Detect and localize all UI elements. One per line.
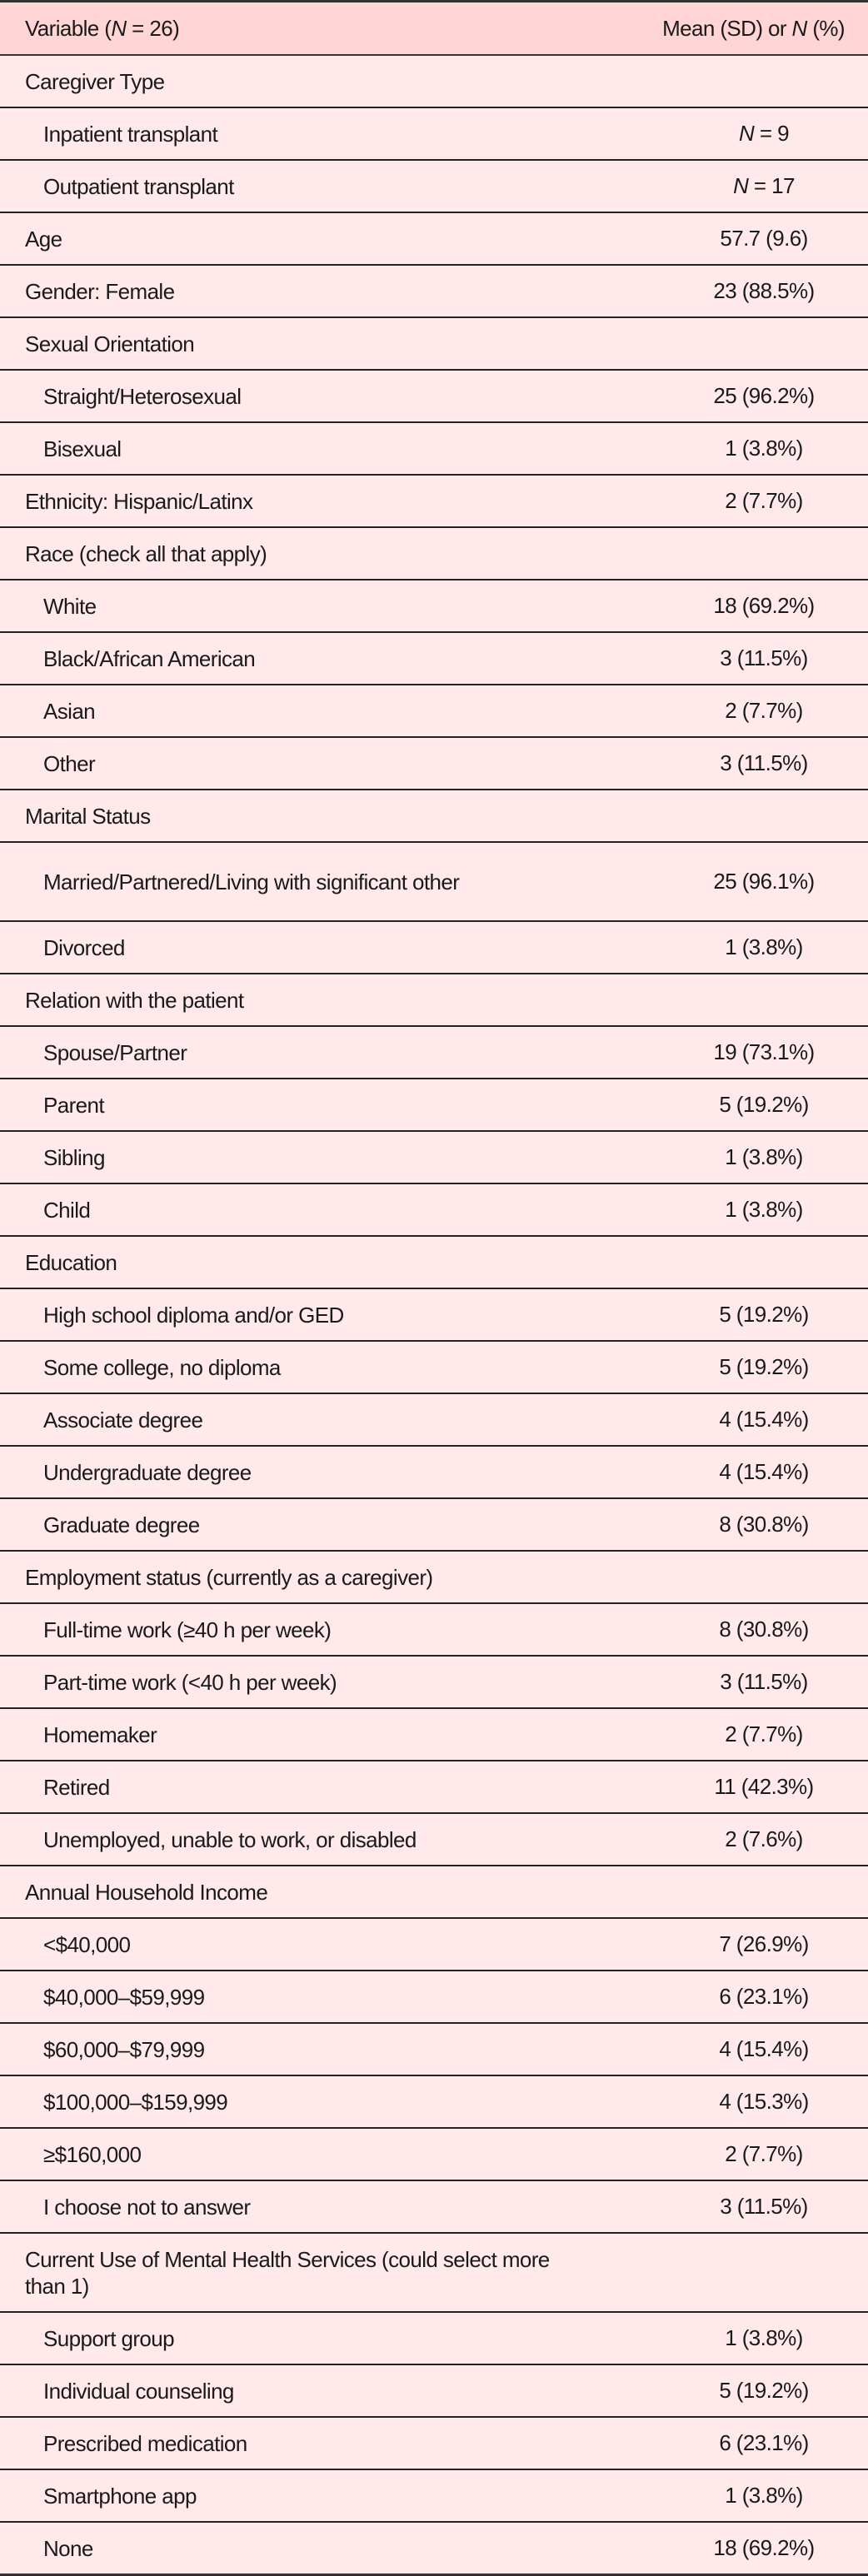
table-row — [0, 107, 868, 160]
table-row — [0, 2522, 868, 2575]
row-value: 18 (69.2%) — [713, 593, 815, 618]
table-row — [0, 1971, 868, 2023]
row-label: Child — [43, 1197, 91, 1223]
table-row — [0, 1866, 868, 1918]
row-label: Ethnicity: Hispanic/Latinx — [25, 488, 253, 514]
row-value: 4 (15.4%) — [719, 2036, 809, 2061]
row-value: 3 (11.5%) — [720, 2194, 808, 2219]
row-value: 7 (26.9%) — [719, 1931, 809, 1956]
row-value: 3 (11.5%) — [720, 750, 808, 775]
row-label: Spouse/Partner — [43, 1039, 187, 1065]
row-label: Support group — [43, 2325, 174, 2351]
row-label: I choose not to answer — [43, 2194, 251, 2220]
table-row — [0, 2312, 868, 2364]
row-value — [576, 527, 868, 580]
row-value: 2 (7.6%) — [725, 1826, 803, 1851]
table-row — [0, 1393, 868, 1446]
table-row — [0, 1341, 868, 1393]
row-label: Associate degree — [43, 1407, 203, 1432]
table-row — [0, 1603, 868, 1656]
row-value: 1 (3.8%) — [725, 2483, 803, 2508]
header-variable: Variable (N = 26) — [25, 15, 180, 41]
row-label: Education — [25, 1249, 117, 1275]
row-value — [576, 1866, 868, 1918]
row-value: 2 (7.7%) — [725, 1721, 803, 1746]
row-value: 5 (19.2%) — [719, 2378, 809, 2403]
table-row — [0, 1761, 868, 1813]
row-value: 2 (7.7%) — [725, 2141, 803, 2166]
row-label: Marital Status — [25, 803, 151, 829]
row-value — [576, 1551, 868, 1603]
row-value: 4 (15.4%) — [719, 1459, 809, 1484]
table-row — [0, 580, 868, 632]
row-value — [576, 317, 868, 370]
value-text: = 17 — [748, 173, 795, 198]
table-row — [0, 2023, 868, 2075]
table-row — [0, 1026, 868, 1079]
table-row — [0, 1183, 868, 1236]
table-row — [0, 632, 868, 685]
row-value: 11 (42.3%) — [714, 1774, 814, 1799]
row-value: 1 (3.8%) — [725, 2325, 803, 2350]
table-row — [0, 2128, 868, 2180]
table-row — [0, 527, 868, 580]
row-label: Homemaker — [43, 1721, 157, 1747]
table-row — [0, 1708, 868, 1761]
table-row — [0, 2075, 868, 2128]
row-label: Undergraduate degree — [43, 1459, 252, 1485]
row-label: Annual Household Income — [25, 1879, 268, 1905]
row-label: Employment status (currently as a caregiver) — [25, 1564, 433, 1590]
row-value — [576, 790, 868, 842]
table-row — [0, 1446, 868, 1498]
value-n-symbol: N — [739, 121, 755, 146]
row-value — [576, 2233, 868, 2312]
row-value: 6 (23.1%) — [719, 2430, 809, 2455]
table-row — [0, 1551, 868, 1603]
row-value: 4 (15.3%) — [719, 2089, 809, 2114]
row-label: Graduate degree — [43, 1512, 200, 1537]
row-label: Full-time work (≥40 h per week) — [43, 1617, 332, 1642]
row-label: Prescribed medication — [43, 2430, 247, 2456]
table-row — [0, 974, 868, 1026]
table-row — [0, 1656, 868, 1708]
row-value: 1 (3.8%) — [725, 934, 803, 959]
table-row — [0, 842, 868, 921]
row-label: None — [43, 2535, 93, 2561]
row-label: Outpatient transplant — [43, 173, 234, 199]
table-header-row — [0, 2, 868, 56]
row-label: Current Use of Mental Health Services (could select more than 1) — [25, 2246, 550, 2299]
table-body — [0, 55, 868, 2575]
table-row — [0, 1236, 868, 1288]
row-label: $40,000–$59,999 — [43, 1984, 205, 2010]
table-row — [0, 1498, 868, 1551]
row-value: 2 (7.7%) — [725, 698, 803, 723]
table-row — [0, 317, 868, 370]
value-n-symbol: N — [733, 173, 749, 198]
row-value: 1 (3.8%) — [725, 436, 803, 461]
table-row — [0, 2417, 868, 2469]
row-value: 57.7 (9.6) — [720, 226, 808, 251]
row-value: 5 (19.2%) — [719, 1354, 809, 1379]
row-label: Inpatient transplant — [43, 121, 218, 147]
row-label: Asian — [43, 698, 96, 724]
row-value: 3 (11.5%) — [720, 1669, 808, 1694]
row-value: 19 (73.1%) — [713, 1039, 815, 1064]
row-label: $100,000–$159,999 — [43, 2089, 228, 2115]
row-value: 2 (7.7%) — [725, 488, 803, 513]
row-value: 3 (11.5%) — [720, 645, 808, 670]
table-row — [0, 160, 868, 212]
row-label: Sexual Orientation — [25, 331, 195, 356]
table-row — [0, 1918, 868, 1971]
table-row — [0, 1813, 868, 1866]
row-label: Married/Partnered/Living with significant other — [43, 869, 460, 894]
row-label: Individual counseling — [43, 2378, 234, 2404]
row-value: 5 (19.2%) — [719, 1302, 809, 1327]
table-row — [0, 2233, 868, 2312]
table-row — [0, 1288, 868, 1341]
row-label: Some college, no diploma — [43, 1354, 281, 1380]
row-value: 8 (30.8%) — [719, 1617, 809, 1642]
row-value — [576, 55, 868, 107]
row-label: $60,000–$79,999 — [43, 2036, 205, 2062]
row-value — [576, 160, 868, 212]
row-value — [576, 1236, 868, 1288]
row-label: High school diploma and/or GED — [43, 1302, 344, 1328]
row-value: 4 (15.4%) — [719, 1407, 809, 1432]
table-row — [0, 2364, 868, 2417]
row-value: 1 (3.8%) — [725, 1197, 803, 1222]
table-row — [0, 2469, 868, 2522]
row-label: Sibling — [43, 1144, 105, 1170]
row-label: <$40,000 — [43, 1931, 131, 1957]
header-value: Mean (SD) or N (%) — [662, 15, 845, 41]
table-row — [0, 2180, 868, 2233]
table-row — [0, 212, 868, 265]
row-label: Bisexual — [43, 436, 122, 461]
table-row — [0, 475, 868, 527]
row-label: Parent — [43, 1092, 105, 1118]
row-label: Part-time work (<40 h per week) — [43, 1669, 337, 1695]
table-row — [0, 737, 868, 790]
row-label: Retired — [43, 1774, 110, 1800]
table-row — [0, 422, 868, 475]
row-label: Age — [25, 226, 62, 252]
table-row — [0, 55, 868, 107]
table-row — [0, 790, 868, 842]
row-value: 8 (30.8%) — [719, 1512, 809, 1537]
table-row — [0, 265, 868, 317]
row-label: Divorced — [43, 934, 125, 960]
row-label: Black/African American — [43, 645, 256, 671]
table-row — [0, 921, 868, 974]
row-label: White — [43, 593, 97, 619]
row-label: Relation with the patient — [25, 987, 244, 1013]
row-value: 6 (23.1%) — [719, 1984, 809, 2009]
row-value: 1 (3.8%) — [725, 1144, 803, 1169]
row-label: Unemployed, unable to work, or disabled — [43, 1826, 417, 1852]
table-row — [0, 1079, 868, 1131]
row-label: Race (check all that apply) — [25, 541, 267, 566]
row-label: Gender: Female — [25, 278, 175, 304]
row-label: Straight/Heterosexual — [43, 383, 242, 409]
row-label: Caregiver Type — [25, 68, 165, 94]
row-value: 18 (69.2%) — [713, 2535, 815, 2560]
row-value: 23 (88.5%) — [713, 278, 815, 303]
row-value: 25 (96.1%) — [713, 869, 815, 894]
value-text: = 9 — [754, 121, 789, 146]
row-value: 5 (19.2%) — [719, 1092, 809, 1117]
table-row — [0, 370, 868, 422]
row-label: Smartphone app — [43, 2483, 197, 2509]
row-value — [576, 974, 868, 1026]
table-row — [0, 1131, 868, 1183]
row-value — [576, 107, 868, 160]
row-label: ≥$160,000 — [43, 2141, 142, 2167]
row-value: 25 (96.2%) — [713, 383, 815, 408]
table-row — [0, 685, 868, 737]
row-label: Other — [43, 750, 96, 776]
